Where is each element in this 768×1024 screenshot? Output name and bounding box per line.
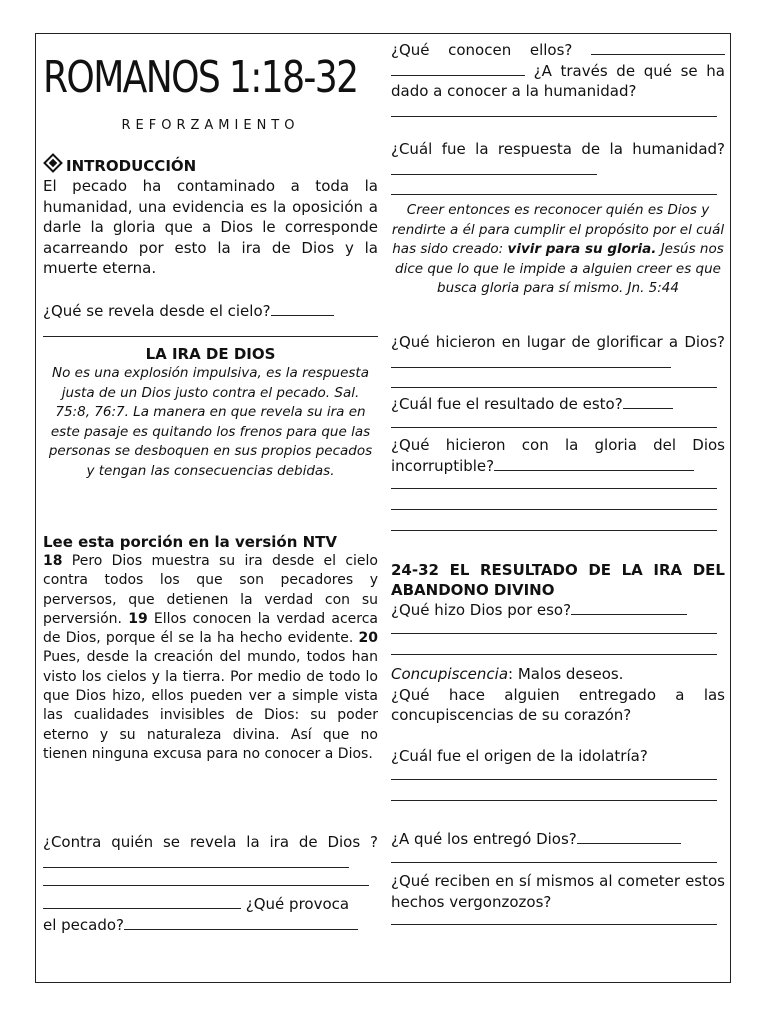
answer-blank[interactable] — [391, 61, 525, 76]
answer-blank[interactable] — [43, 853, 349, 868]
answer-line[interactable] — [43, 885, 369, 886]
answer-line[interactable] — [391, 116, 717, 117]
verse-number: 19 — [128, 610, 148, 627]
answer-blank[interactable] — [623, 394, 673, 409]
question-8-text: ¿Cuál fue el resultado de esto? — [391, 395, 623, 413]
ira-section — [43, 344, 378, 481]
answer-line[interactable] — [43, 336, 378, 337]
question-4-text: ¿Qué conocen ellos? — [391, 41, 573, 59]
intro-section — [43, 156, 378, 279]
page-subtitle: REFORZAMIENTO — [121, 118, 300, 133]
question-9-text: ¿Qué hicieron con la gloria del Dios incorruptible? — [391, 436, 725, 475]
intro-heading-text: INTRODUCCIÓN — [66, 157, 197, 175]
question-9 — [391, 435, 725, 531]
answer-blank[interactable] — [43, 894, 241, 909]
faith-note — [391, 201, 725, 299]
question-12-text: ¿Cuál fue el origen de la idolatría? — [391, 747, 648, 765]
question-10-text: ¿Qué hizo Dios por eso? — [391, 601, 572, 619]
answer-blank[interactable] — [271, 301, 334, 316]
worksheet-page — [35, 33, 731, 983]
question-5-text: ¿A través de qué se ha dado a conocer a la humanidad? — [391, 61, 725, 100]
answer-line[interactable] — [391, 509, 717, 510]
answer-line[interactable] — [391, 488, 717, 489]
answer-line[interactable] — [391, 924, 717, 925]
note-bold-text: vivir para su gloria. — [507, 241, 657, 257]
answer-line[interactable] — [391, 800, 717, 801]
question-13-text: ¿A qué los entregó Dios? — [391, 830, 577, 848]
verse-number: 20 — [358, 630, 378, 647]
verse-text: Pero Dios muestra su ira desde el cielo contra todos los que son pecadores y perversos, que detienen la verdad con su perversión. — [43, 553, 378, 627]
verse-text: Ellos conocen la verdad acerca de Dios, porque él se la ha hecho evidente. — [43, 610, 378, 647]
reading-text — [43, 552, 378, 764]
question-2-text: ¿Contra quién se revela la ira de Dios ? — [43, 833, 378, 851]
answer-line[interactable] — [391, 427, 717, 428]
ira-heading: LA IRA DE DIOS — [145, 345, 276, 363]
question-7 — [391, 332, 725, 388]
question-6 — [391, 139, 725, 195]
question-7-text: ¿Qué hicieron en lugar de glorificar a Dios? — [391, 333, 725, 351]
question-3-text-cont: el pecado? — [43, 915, 125, 934]
note-text: Creer entonces es reconocer quién es Dios y rendirte a él para cumplir el propósito por el cuál has sido creado: — [391, 202, 725, 257]
question-3-text: ¿Qué provoca — [245, 895, 350, 913]
question-4-5 — [391, 40, 725, 117]
question-2 — [43, 832, 378, 886]
question-6-text: ¿Cuál fue la respuesta de la humanidad? — [391, 140, 725, 158]
intro-heading — [43, 156, 378, 176]
reading-section — [43, 532, 378, 764]
answer-line[interactable] — [391, 530, 717, 531]
ira-note: No es una explosión impulsiva, es la respuesta justa de un Dios justo contra el pecado. Sal. 75:8, 76:7. La manera en que revela su ira en este pasaje es quitando los frenos para que las personas se desboquen en sus propios pecados y tengan las consecuencias debidas. — [48, 365, 373, 479]
note-text-end: Jesús nos dice que lo que le impide a alguien creer es que busca gloria para sí mismo. Jn. 5:44 — [395, 241, 724, 296]
answer-line[interactable] — [391, 862, 717, 863]
answer-line[interactable] — [391, 194, 717, 195]
question-1 — [43, 301, 378, 337]
question-13 — [391, 829, 725, 863]
verse-text: Pues, desde la creación del mundo, todos han visto los cielos y la tierra. Por medio de todo lo que Dios hizo, ellos pueden ver a simple vista las cualidades invisibles de Dios: su poder eterno y su naturaleza divina. Así que no tienen ninguna excusa para no conocer a Dios. — [43, 649, 378, 762]
answer-blank[interactable] — [591, 40, 725, 55]
diamond-icon — [43, 153, 63, 173]
section-heading: 24-32 EL RESULTADO DE LA IRA DEL ABANDONO DIVINO — [391, 561, 725, 599]
definition-and-question-11 — [391, 664, 725, 726]
answer-blank[interactable] — [124, 915, 358, 930]
question-11-text: ¿Qué hace alguien entregado a las concupiscencias de su corazón? — [391, 685, 725, 724]
intro-text: El pecado ha contaminado a toda la humanidad, una evidencia es la oposición a darle la gloria que a Dios le corresponde acarreando por esto la ira de Dios y la muerte eterna. — [43, 177, 378, 277]
definition-term: Concupiscencia — [391, 665, 509, 683]
definition-text: : Malos deseos. — [508, 665, 624, 683]
answer-blank[interactable] — [577, 829, 681, 844]
verse-number: 18 — [43, 553, 63, 569]
answer-blank[interactable] — [391, 160, 597, 175]
section-24-32 — [391, 560, 725, 655]
answer-blank[interactable] — [391, 353, 671, 368]
answer-line[interactable] — [391, 387, 717, 388]
answer-blank[interactable] — [494, 456, 694, 471]
answer-line[interactable] — [391, 779, 717, 780]
question-14 — [391, 871, 725, 925]
question-14-text: ¿Qué reciben en sí mismos al cometer estos hechos vergonzozos? — [391, 872, 725, 911]
question-3 — [43, 894, 378, 935]
answer-line[interactable] — [391, 654, 717, 655]
answer-line[interactable] — [391, 633, 717, 634]
question-8 — [391, 394, 725, 428]
page-title: ROMANOS 1:18-32 — [43, 52, 358, 103]
question-12 — [391, 746, 725, 801]
question-1-text: ¿Qué se revela desde el cielo? — [43, 302, 271, 320]
answer-blank[interactable] — [571, 600, 687, 615]
reading-heading: Lee esta porción en la versión NTV — [43, 533, 338, 551]
